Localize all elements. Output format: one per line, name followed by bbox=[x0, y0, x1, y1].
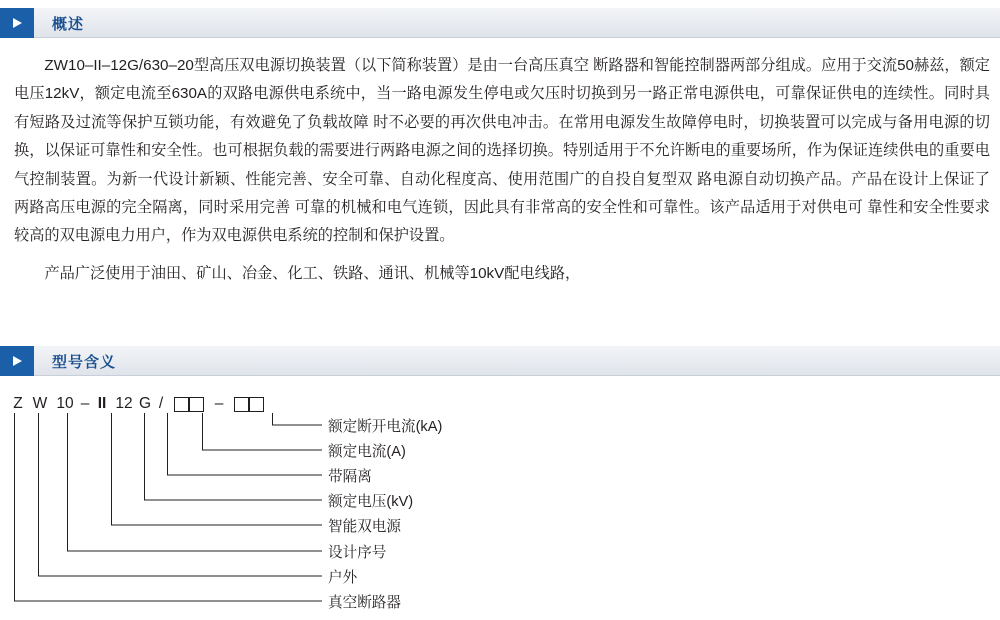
callout-vacuum-breaker: 真空断路器 bbox=[328, 595, 401, 611]
overview-paragraph-1: ZW10–II–12G/630–20型高压双电源切换装置（以下简称装置）是由一台高压真空 断路器和智能控制器两部分组成。应用于交流50赫兹，额定电压12kV，额定电流至630A的双路电源供电系统中，当一路电源发生停电或欠压时切换到另一路正常电源供电，可靠保证供电的连续性。同时具有短路及过流等保护互锁功能，有效避免了负载故障 时不必要的再次供电冲击。在常用电源发生故障停电时，切换装置可以完成与备用电源的切换，以保证可靠性和安全性。也可根据负载的需要进行两路电源之间的选择切换。特别适用于不允许断电的重要场所，作为保证连续供电的重要电气控制装置。为新一代设计新颖、性能完善、安全可靠、自动化程度高、使用范围广的自投自复型双 路电源自动切换产品。产品在设计上保证了两路高压电源的完全隔离，同时采用完善 可靠的机械和电气连锁，因此具有非常高的安全性和可靠性。该产品适用于对供电可 靠性和安全性要求较高的双电源电力用户，作为双电源供电系统的控制和保护设置。 bbox=[14, 57, 990, 245]
header-rule bbox=[34, 37, 1000, 38]
code-char-g: G bbox=[138, 395, 152, 412]
section-header-model bbox=[0, 346, 1000, 376]
page-title-overview: 概述 bbox=[52, 15, 85, 33]
code-char-10: 10 bbox=[56, 395, 74, 412]
code-char-ii: II bbox=[97, 395, 107, 412]
code-char-z: Z bbox=[13, 395, 23, 412]
callout-outdoor: 户外 bbox=[328, 570, 358, 586]
code-char-w: W bbox=[32, 395, 48, 412]
callout-rated-breaking-current: 额定断开电流(kA) bbox=[328, 419, 443, 435]
callout-rated-current: 额定电流(A) bbox=[328, 444, 406, 460]
callout-with-isolation: 带隔离 bbox=[328, 469, 372, 485]
leader-lines bbox=[0, 385, 1000, 620]
callout-design-serial: 设计序号 bbox=[328, 545, 387, 561]
code-slash: / bbox=[158, 395, 164, 412]
play-triangle-icon bbox=[0, 346, 34, 376]
callout-rated-voltage: 额定电压(kV) bbox=[328, 494, 414, 510]
page-title-model: 型号含义 bbox=[52, 353, 117, 371]
code-dash-1: – bbox=[80, 395, 90, 412]
code-dash-2: – bbox=[214, 395, 224, 412]
overview-body bbox=[14, 52, 990, 288]
code-char-12: 12 bbox=[115, 395, 133, 412]
play-triangle-icon bbox=[0, 8, 34, 38]
header-rule bbox=[34, 375, 1000, 376]
callout-smart-dual-power: 智能双电源 bbox=[328, 519, 401, 535]
overview-paragraph-2: 产品广泛使用于油田、矿山、冶金、化工、铁路、通讯、机械等10kV配电线路， bbox=[44, 264, 581, 282]
model-code-diagram bbox=[0, 385, 1000, 620]
section-header-overview bbox=[0, 8, 1000, 38]
